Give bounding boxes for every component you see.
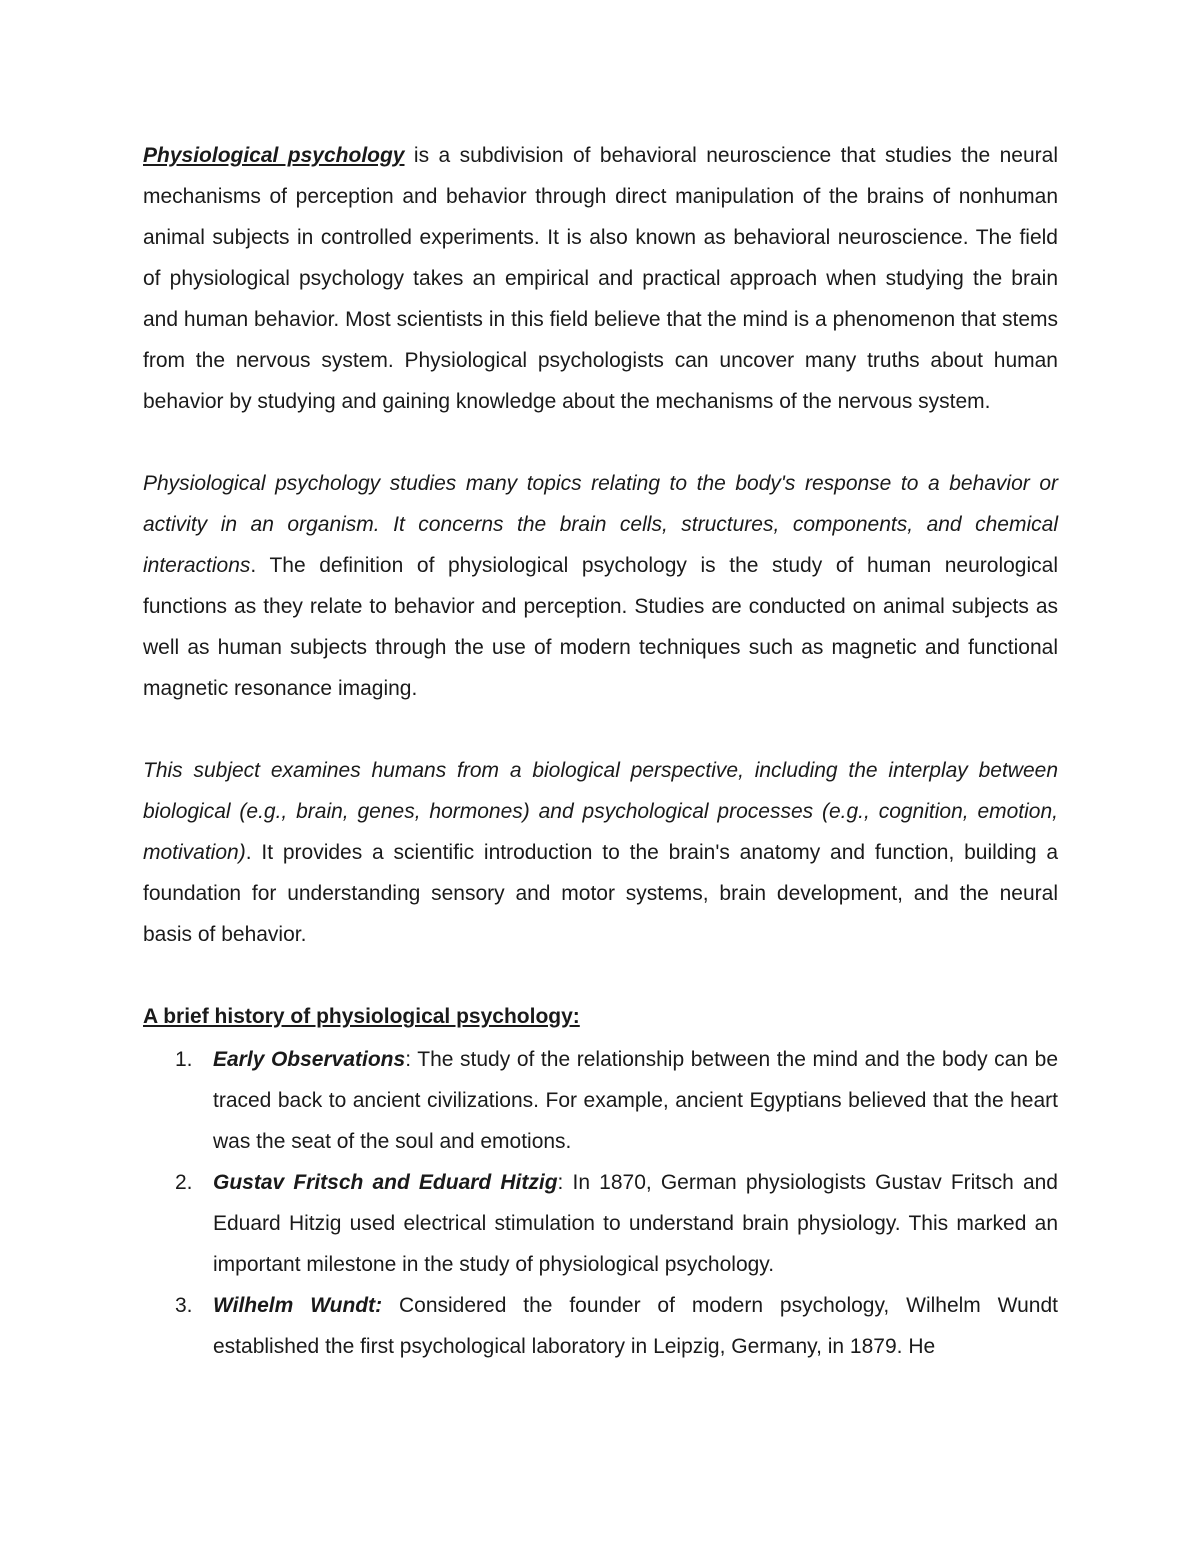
paragraph-intro: [143, 135, 1058, 422]
list-item-title: Early Observations: [213, 1048, 406, 1071]
term-physiological-psychology: Physiological psychology: [143, 144, 405, 167]
list-item-number: 2.: [175, 1171, 193, 1194]
list-item: [143, 1039, 1058, 1162]
list-item-text: In 1870, German physiologists Gustav Fritsch and Eduard Hitzig used electrical stimulation to understand brain physiology. This marked an important milestone in the study of physiological psychology.: [213, 1171, 1058, 1276]
paragraph-topics-italic: Physiological psychology studies many topics relating to the body's response to a behavior or activity in an organism. It concerns the brain cells, structures, components, and chemical interactions: [143, 472, 1058, 577]
list-item-title: Wilhelm Wundt:: [213, 1294, 383, 1317]
paragraph-gap: [143, 709, 1058, 750]
list-item-number: 3.: [175, 1294, 193, 1317]
list-item-text: The study of the relationship between the mind and the body can be traced back to ancient civilizations. For example, ancient Egyptians believed that the heart was the seat of the soul and emotions.: [213, 1048, 1058, 1153]
paragraph-gap: [143, 422, 1058, 463]
document-page: [143, 135, 1058, 1367]
paragraph-subject-text: . It provides a scientific introduction to the brain's anatomy and function, building a foundation for understanding sensory and motor systems, brain development, and the neural basis of behavior.: [143, 841, 1058, 946]
list-item-separator: :: [405, 1048, 412, 1071]
history-heading: A brief history of physiological psychology:: [143, 1005, 580, 1028]
list-item-number: 1.: [175, 1048, 193, 1071]
list-item: [143, 1285, 1058, 1367]
list-item-separator: :: [557, 1171, 564, 1194]
paragraph-intro-text: is a subdivision of behavioral neuroscience that studies the neural mechanisms of perception and behavior through direct manipulation of the brains of nonhuman animal subjects in controlled experiments. It is also known as behavioral neuroscience. The field of physiological psychology takes an empirical and practical approach when studying the brain and human behavior. Most scientists in this field believe that the mind is a phenomenon that stems from the nervous system. Physiological psychologists can uncover many truths about human behavior by studying and gaining knowledge about the mechanisms of the nervous system.: [143, 144, 1058, 413]
list-item: [143, 1162, 1058, 1285]
history-list: [143, 1039, 1058, 1367]
paragraph-gap: [143, 955, 1058, 996]
paragraph-subject: [143, 750, 1058, 955]
paragraph-subject-italic: This subject examines humans from a biological perspective, including the interplay between biological (e.g., brain, genes, hormones) and psychological processes (e.g., cognition, emotion, motivation): [143, 759, 1058, 864]
list-item-title: Gustav Fritsch and Eduard Hitzig: [213, 1171, 558, 1194]
paragraph-topics: [143, 463, 1058, 709]
list-item-text: Considered the founder of modern psychology, Wilhelm Wundt established the first psychological laboratory in Leipzig, Germany, in 1879. He: [213, 1294, 1058, 1358]
paragraph-topics-text: . The definition of physiological psychology is the study of human neurological functions as they relate to behavior and perception. Studies are conducted on animal subjects as well as human subjects through the use of modern techniques such as magnetic and functional magnetic resonance imaging.: [143, 554, 1058, 700]
